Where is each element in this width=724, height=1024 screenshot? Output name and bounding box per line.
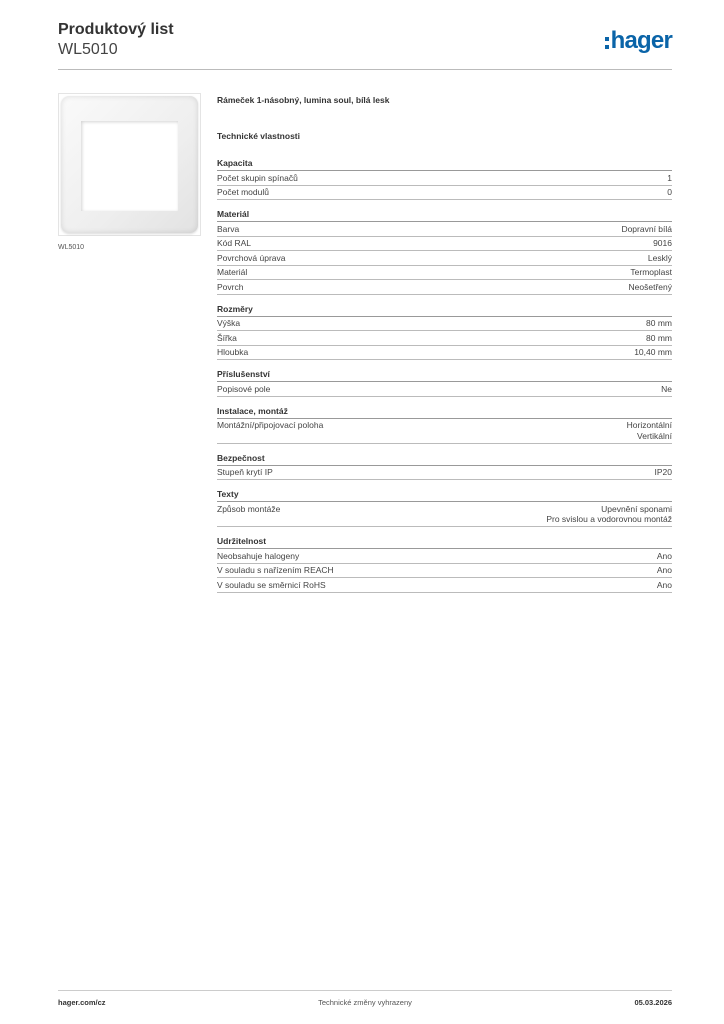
spec-row bbox=[217, 382, 672, 397]
logo-wordmark: hager bbox=[610, 27, 672, 54]
spec-value bbox=[657, 565, 672, 576]
spec-section bbox=[217, 209, 672, 295]
spec-value bbox=[629, 282, 672, 293]
spec-value-line: Neošetřený bbox=[628, 281, 672, 292]
spec-label: Počet skupin spínačů bbox=[217, 172, 298, 183]
logo-dots-icon bbox=[605, 37, 609, 49]
section-title: Příslušenství bbox=[217, 369, 672, 382]
spec-row bbox=[217, 564, 672, 579]
spec-label: Montážní/připojovací poloha bbox=[217, 420, 324, 430]
spec-value-line: 1 bbox=[667, 172, 672, 183]
spec-value bbox=[655, 467, 673, 478]
spec-section bbox=[217, 369, 672, 397]
spec-value bbox=[667, 173, 672, 184]
spec-value-line: 80 mm bbox=[646, 318, 672, 328]
spec-value-line: Ne bbox=[661, 383, 672, 394]
spec-value bbox=[657, 580, 672, 591]
spec-row bbox=[217, 186, 672, 201]
spec-value bbox=[646, 318, 672, 329]
frame-illustration bbox=[61, 96, 198, 233]
spec-row bbox=[217, 466, 672, 481]
product-image bbox=[58, 93, 201, 236]
spec-value bbox=[661, 384, 672, 395]
section-title: Texty bbox=[217, 489, 672, 502]
section-title: Materiál bbox=[217, 209, 672, 222]
spec-value-line: Ano bbox=[656, 565, 672, 575]
spec-row bbox=[217, 171, 672, 186]
footer-divider bbox=[58, 990, 672, 991]
spec-value bbox=[653, 238, 672, 249]
spec-content bbox=[217, 95, 672, 602]
spec-value-line: Pro svislou a vodorovnou montáž bbox=[546, 514, 672, 524]
spec-value-line: Ano bbox=[656, 550, 672, 561]
spec-value-line: 0 bbox=[667, 187, 672, 197]
hager-logo bbox=[605, 28, 672, 54]
spec-row bbox=[217, 578, 672, 593]
spec-value bbox=[634, 347, 672, 358]
spec-value-line: 80 mm bbox=[646, 332, 672, 343]
spec-value-line: Horizontální bbox=[626, 420, 672, 430]
spec-value bbox=[667, 187, 672, 198]
section-title: Kapacita bbox=[217, 158, 672, 171]
spec-row bbox=[217, 237, 672, 252]
tech-heading: Technické vlastnosti bbox=[217, 131, 300, 141]
spec-label: V souladu s nařízením REACH bbox=[217, 565, 334, 575]
spec-section bbox=[217, 406, 672, 444]
spec-label: Kód RAL bbox=[217, 238, 252, 248]
spec-value bbox=[546, 504, 672, 525]
spec-row bbox=[217, 266, 672, 281]
spec-sections bbox=[217, 158, 672, 593]
spec-label: Počet modulů bbox=[217, 187, 269, 197]
section-title: Rozměry bbox=[217, 304, 672, 317]
spec-value-line: Dopravní bílá bbox=[621, 223, 672, 234]
spec-value bbox=[648, 253, 672, 264]
product-code: WL5010 bbox=[58, 41, 118, 58]
image-caption: WL5010 bbox=[58, 244, 85, 251]
spec-label: V souladu se směrnicí RoHS bbox=[217, 579, 326, 590]
spec-row bbox=[217, 251, 672, 266]
spec-value-line: Termoplast bbox=[630, 267, 672, 277]
spec-value bbox=[621, 224, 672, 235]
frame-opening bbox=[81, 121, 178, 211]
spec-row bbox=[217, 346, 672, 361]
spec-section bbox=[217, 158, 672, 200]
spec-row bbox=[217, 331, 672, 346]
spec-label: Způsob montáže bbox=[217, 503, 281, 514]
spec-label: Neobsahuje halogeny bbox=[217, 550, 300, 561]
spec-row bbox=[217, 502, 672, 527]
spec-value bbox=[627, 420, 672, 441]
spec-value-line: Vertikální bbox=[637, 430, 672, 441]
spec-value-line: Lesklý bbox=[647, 252, 672, 263]
product-name: Rámeček 1-násobný, lumina soul, bílá lesk bbox=[217, 95, 390, 105]
footer-date: 05.03.2026 bbox=[634, 998, 672, 1007]
section-title: Instalace, montáž bbox=[217, 406, 672, 419]
spec-label: Popisové pole bbox=[217, 383, 271, 394]
spec-label: Povrch bbox=[217, 281, 244, 292]
spec-value-line: 9016 bbox=[653, 238, 672, 248]
page-header bbox=[58, 20, 672, 70]
spec-value-line: Ano bbox=[656, 579, 672, 590]
spec-value-line: Upevnění sponami bbox=[601, 503, 672, 514]
footer-website: hager.com/cz bbox=[58, 998, 106, 1007]
page-footer bbox=[58, 998, 672, 1012]
spec-label: Materiál bbox=[217, 267, 248, 277]
spec-label: Povrchová úprava bbox=[217, 252, 286, 263]
spec-row bbox=[217, 419, 672, 444]
spec-row bbox=[217, 280, 672, 295]
spec-label: Výška bbox=[217, 318, 241, 328]
spec-label: Hloubka bbox=[217, 347, 249, 357]
spec-value bbox=[646, 333, 672, 344]
spec-row bbox=[217, 549, 672, 564]
section-title: Bezpečnost bbox=[217, 453, 672, 466]
spec-row bbox=[217, 317, 672, 332]
footer-note: Technické změny vyhrazeny bbox=[318, 998, 412, 1007]
spec-value bbox=[657, 551, 672, 562]
spec-label: Šířka bbox=[217, 332, 237, 343]
spec-section bbox=[217, 453, 672, 481]
spec-label: Stupeň krytí IP bbox=[217, 467, 273, 477]
spec-section bbox=[217, 489, 672, 527]
spec-value-line: IP20 bbox=[654, 467, 672, 477]
spec-label: Barva bbox=[217, 223, 240, 234]
spec-row bbox=[217, 222, 672, 237]
spec-section bbox=[217, 304, 672, 361]
spec-value-line: 10,40 mm bbox=[634, 347, 672, 357]
spec-value bbox=[630, 267, 672, 278]
page-title: Produktový list bbox=[58, 21, 174, 38]
section-title: Udržitelnost bbox=[217, 536, 672, 549]
spec-section bbox=[217, 536, 672, 593]
header-divider bbox=[58, 69, 672, 70]
